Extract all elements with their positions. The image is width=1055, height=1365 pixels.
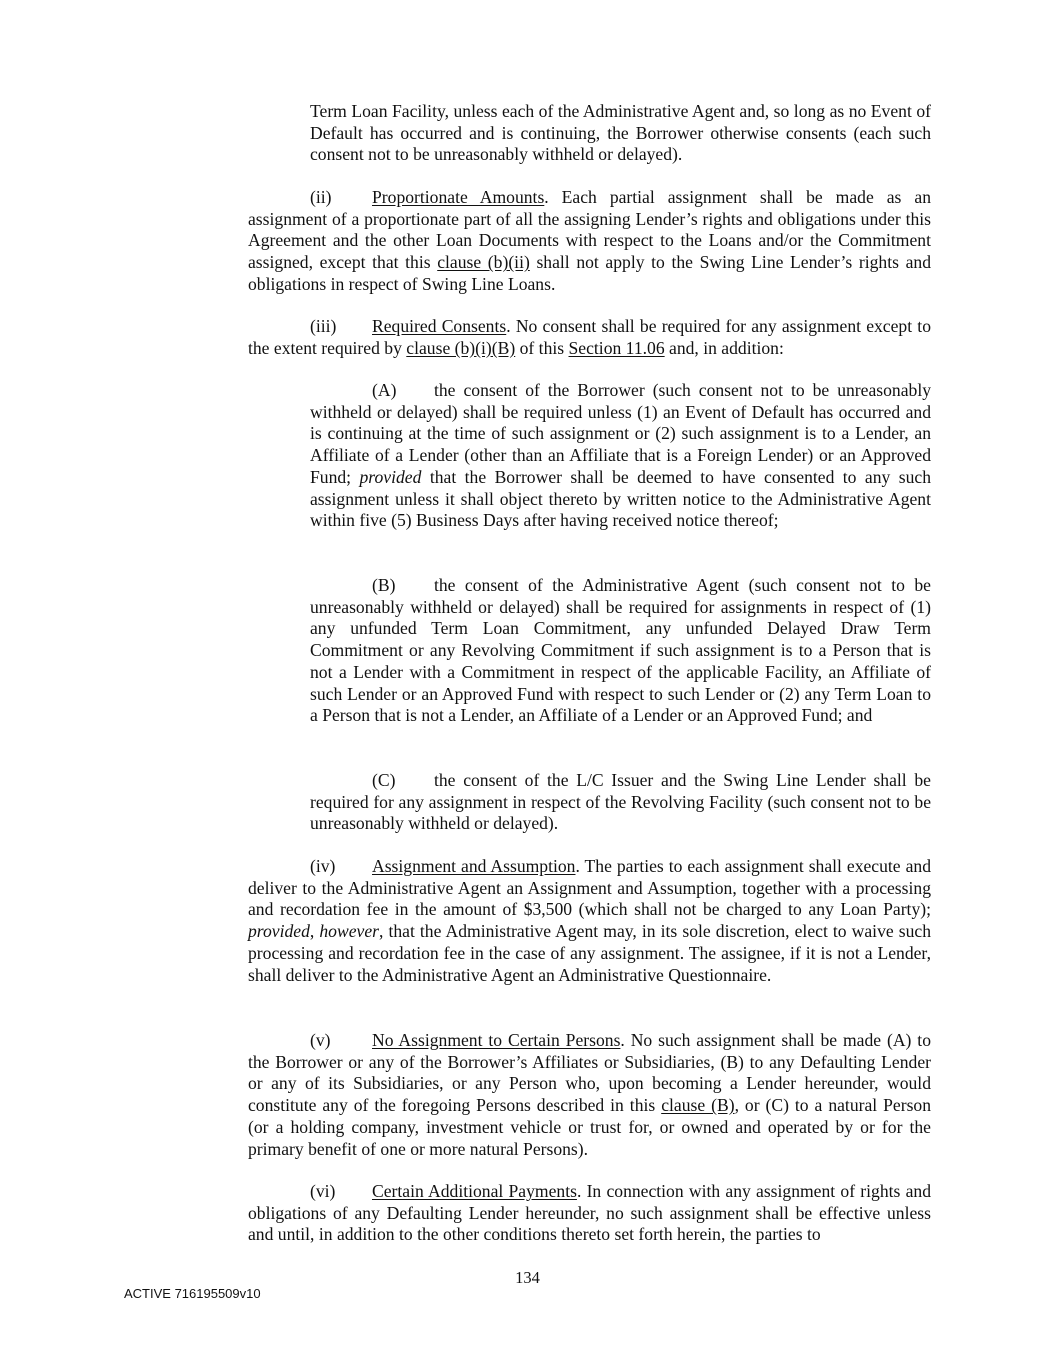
cross-reference: Section 11.06 bbox=[568, 337, 665, 358]
paragraph-heading: Assignment and Assumption bbox=[372, 856, 576, 876]
paragraph-B: (B) the consent of the Administrative Agent (such consent not to be unreasonably withheld or delayed) shall be required for assignments in respect of (1) any unfunded Term Loan Commitment, any unfunded Delayed Draw Term Commitment or any Revolving Commitment if such assignment is to a Person that is not a Lender with a Commitment in respect of the applicable Facility, an Affiliate of such Lender or an Approved Fund with respect to such Lender or (2) any Term Loan to a Person that is not a Lender, an Affiliate of a Lender or an Approved Fund; and bbox=[310, 575, 931, 726]
paragraph-label: (vi) bbox=[310, 1181, 336, 1201]
paragraph-vi: (vi) Certain Additional Payments. In connection with any assignment of rights and obligations of any Defaulting Lender hereunder, no such assignment shall be effective unless and until, in addition to the other conditions thereto set forth herein, the parties to bbox=[248, 1181, 931, 1245]
paragraph-C: (C) the consent of the L/C Issuer and the Swing Line Lender shall be required for any assignment in respect of the Revolving Facility (such consent not to be unreasonably withheld or delayed). bbox=[310, 770, 931, 834]
paragraph-v: (v) No Assignment to Certain Persons. No such assignment shall be made (A) to the Borrower or any of the Borrower’s Affiliates or Subsidiaries, (B) to any Defaulting Lender or any of its Subsidiaries, or any Person who, upon becoming a Lender hereunder, would constitute any of the foregoing Persons described in this clause (B), or (C) to a natural Person (or a holding company, investment vehicle or trust for, or owned and operated by or for the primary benefit of one or more natural Persons). bbox=[248, 1030, 932, 1159]
paragraph-A: (A) the consent of the Borrower (such consent not to be unreasonably withheld or delayed) shall be required unless (1) an Event of Default has occurred and is continuing at the time of such assignment or (2) such assignment is to a Lender, an Affiliate of a Lender (other than an Affiliate that is a Foreign Lender) or an Approved Fund; provided that the Borrower shall be deemed to have consented to any such assignment unless it shall object thereto by written notice to the Administrative Agent within five (5) Business Days after having received notice thereof; bbox=[310, 380, 931, 531]
document-id: ACTIVE 716195509v10 bbox=[124, 1286, 261, 1301]
paragraph-label: (ii) bbox=[310, 187, 332, 207]
paragraph-iii: (iii) Required Consents. No consent shall be required for any assignment except to the extent required by clause (b)(i)(B) of this Section 11.06 and, in addition: bbox=[248, 316, 931, 358]
paragraph-label: (C) bbox=[372, 770, 396, 790]
paragraph-ii: (ii) Proportionate Amounts. Each partial assignment shall be made as an assignment of a proportionate part of all the assigning Lender’s rights and obligations under this Agreement and the other Loan Documents with respect to the Loans and/or the Commitment assigned, except that this clause (b)(ii) shall not apply to the Swing Line Lender’s rights and obligations in respect of Swing Line Loans. bbox=[248, 187, 931, 294]
page-number: 134 bbox=[515, 1268, 540, 1287]
cross-reference: clause (b)(ii) bbox=[437, 252, 530, 273]
paragraph-heading: No Assignment to Certain Persons bbox=[372, 1030, 621, 1050]
paragraph-label: (B) bbox=[372, 575, 396, 595]
paragraph-iv: (iv) Assignment and Assumption. The parties to each assignment shall execute and deliver to the Administrative Agent an Assignment and Assumption, together with a processing and recordation fee in the amount of $3,500 (which shall not be charged to any Loan Party); provided, however, that the Administrative Agent may, in its sole discretion, elect to waive such processing and recordation fee in the case of any assignment. The assignee, if it is not a Lender, shall deliver to the Administrative Agent an Administrative Questionnaire. bbox=[248, 856, 932, 985]
paragraph-label: (v) bbox=[310, 1030, 331, 1050]
cross-reference: clause (b)(i)(B) bbox=[406, 337, 516, 358]
paragraph-label: (A) bbox=[372, 380, 397, 400]
paragraph-heading: Certain Additional Payments bbox=[372, 1181, 577, 1201]
paragraph-heading: Required Consents bbox=[372, 316, 507, 336]
paragraph-label: (iv) bbox=[310, 856, 336, 876]
paragraph-intro: Term Loan Facility, unless each of the Administrative Agent and, so long as no Event of Default has occurred and is continuing, the Borrower otherwise consents (each such consent not to be unreasonably withheld or delayed). bbox=[310, 101, 931, 165]
cross-reference: clause (B) bbox=[661, 1095, 735, 1116]
paragraph-heading: Proportionate Amounts bbox=[372, 187, 545, 207]
paragraph-label: (iii) bbox=[310, 316, 337, 336]
